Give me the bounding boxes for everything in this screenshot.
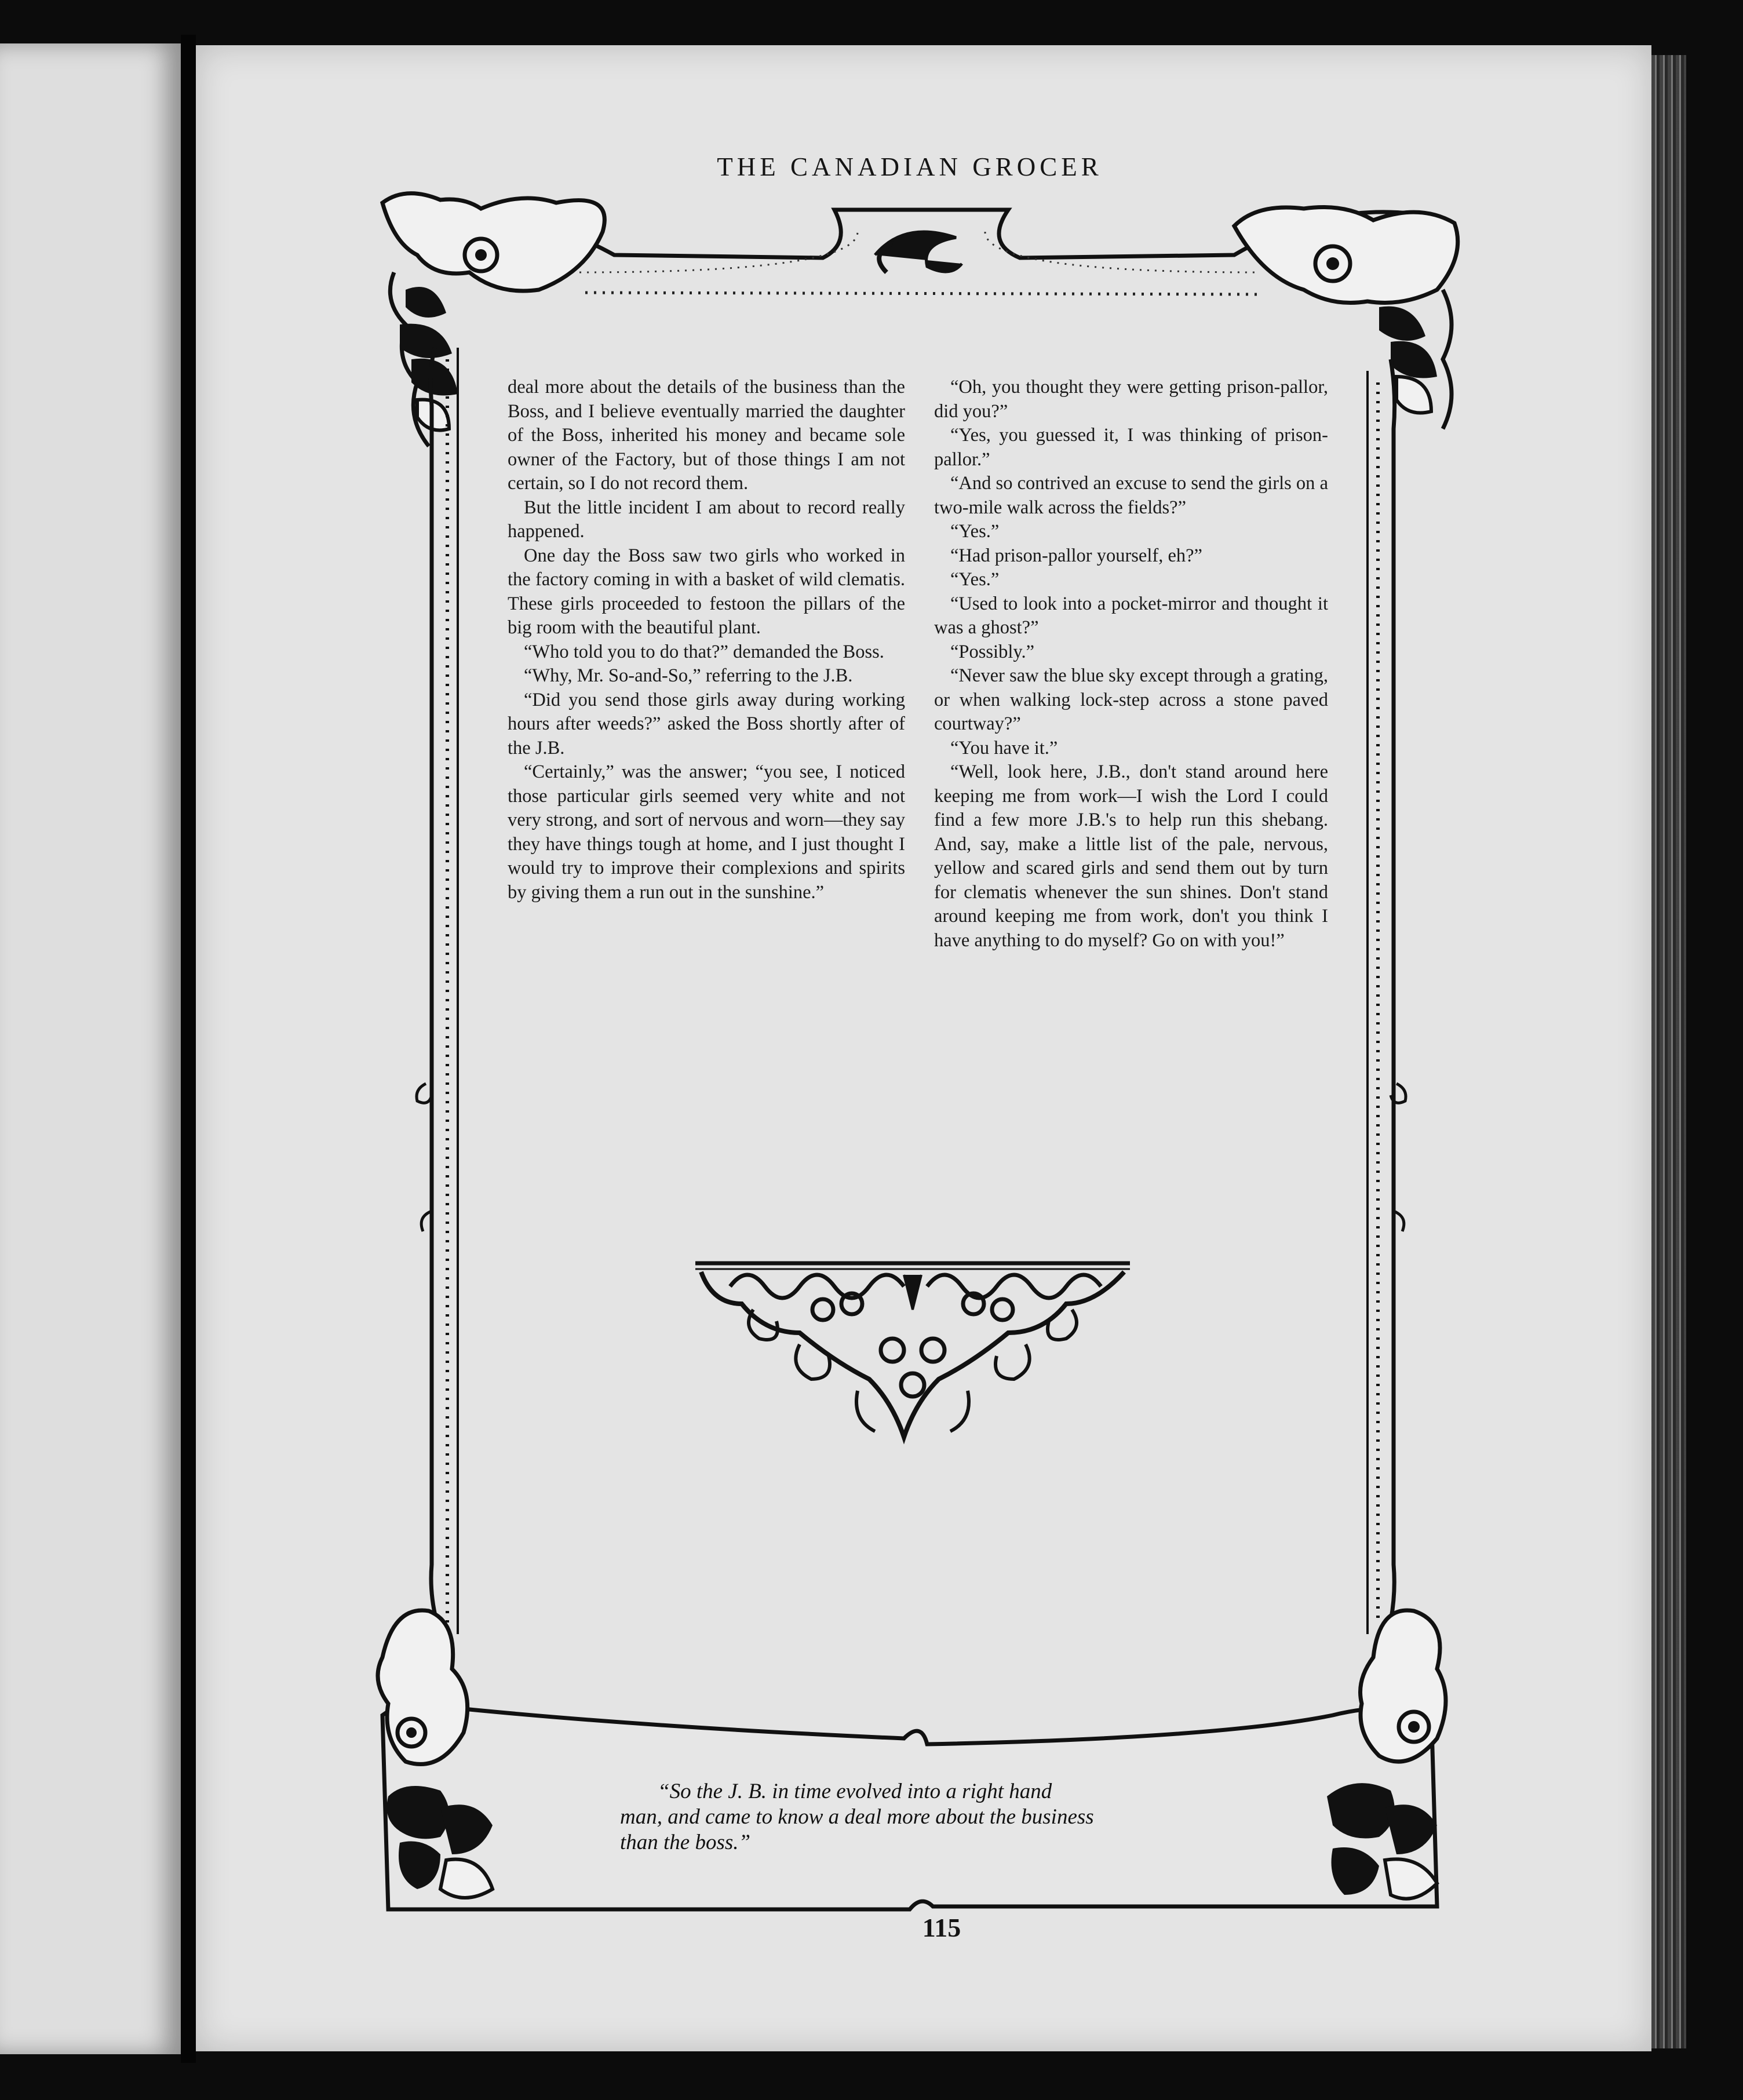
paragraph: But the little incident I am about to record really happened. [508, 497, 905, 542]
caption-line: man, and came to know a deal more about the business [620, 1805, 1094, 1829]
illustration-caption [620, 1779, 1199, 1855]
paragraph: “Did you send those girls away during working hours after weeds?” asked the Boss shortly after of the J.B. [508, 689, 905, 759]
top-dotted-rule [585, 293, 1263, 294]
caption-line: than the boss.” [620, 1831, 751, 1854]
paragraph: “Well, look here, J.B., don't stand around here keeping me from work—I wish the Lord I could find a few more J.B.'s to help run this shebang. And, say, make a little list of the pale, nervous, yellow and scared girls and send them out by turn for clematis whenever the sun shines. Don't stand around keeping me from work, don't you think I have anything to do myself? Go on with you!” [934, 761, 1328, 951]
paragraph: “Yes, you guessed it, I was thinking of prison-pallor.” [934, 425, 1328, 470]
filigree-ornament [695, 1263, 1130, 1437]
page-number: 115 [922, 1913, 961, 1942]
article-left-column [508, 375, 905, 905]
paragraph: “You have it.” [950, 737, 1058, 759]
paragraph: “Used to look into a pocket-mirror and thought it was a ghost?” [934, 593, 1328, 638]
running-title: THE CANADIAN GROCER [717, 152, 1103, 181]
paragraph: deal more about the details of the business than the Boss, and I believe eventually married the daughter of the Boss, inherited his money and became sole owner of the Factory, but of those things I am not certain, so I do not record them. [508, 377, 905, 494]
paragraph: “Had prison-pallor yourself, eh?” [950, 545, 1202, 566]
paragraph: “Why, Mr. So-and-So,” referring to the J.B. [524, 665, 853, 686]
caption-line: “So the J. B. in time evolved into a right hand [658, 1780, 1052, 1803]
left-pillar [417, 348, 458, 1634]
paragraph: “Oh, you thought they were getting prison-pallor, did you?” [934, 377, 1328, 422]
paragraph: One day the Boss saw two girls who worked in the factory coming in with a basket of wild clematis. These girls proceeded to festoon the pillars of the big room with the beautiful plant. [508, 545, 905, 638]
right-pillar [1368, 359, 1406, 1634]
article-right-column [934, 375, 1328, 953]
paragraph: “Who told you to do that?” demanded the Boss. [524, 641, 884, 662]
paragraph: “Certainly,” was the answer; “you see, I noticed those particular girls seemed very white and not very strong, and sort of nervous and worn—they say they have things tough at home, and I just thought I would try to improve their complexions and spirits by giving them a run out in the sunshine.” [508, 761, 905, 903]
paragraph: “Possibly.” [950, 641, 1035, 662]
top-center-ornament [875, 232, 962, 272]
paragraph: “Yes.” [950, 521, 1000, 542]
paragraph: “Yes.” [950, 569, 1000, 590]
paragraph: “And so contrived an excuse to send the girls on a two-mile walk across the fields?” [934, 473, 1328, 518]
paragraph: “Never saw the blue sky except through a grating, or when walking lock-step across a stone paved courtway?” [934, 665, 1328, 734]
